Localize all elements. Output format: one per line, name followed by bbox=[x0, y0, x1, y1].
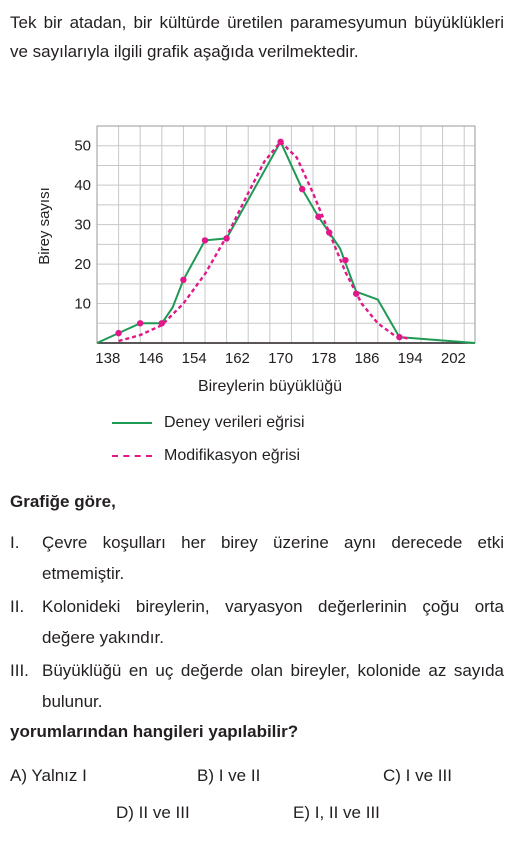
data-point bbox=[180, 277, 186, 283]
option-c[interactable]: C) I ve III bbox=[383, 766, 452, 785]
x-tick-label: 154 bbox=[181, 350, 207, 367]
data-point bbox=[277, 139, 283, 145]
y-tick-label: 20 bbox=[74, 256, 91, 274]
chart-series bbox=[97, 142, 475, 343]
data-point bbox=[223, 235, 229, 241]
data-point bbox=[159, 320, 165, 326]
statement-3 bbox=[10, 655, 504, 717]
data-point bbox=[326, 229, 332, 235]
x-tick-labels bbox=[95, 350, 466, 367]
data-point bbox=[299, 186, 305, 192]
legend-label-modifikasyon: Modifikasyon eğrisi bbox=[164, 447, 301, 464]
legend-label-deney: Deney verileri eğrisi bbox=[164, 414, 305, 431]
legend-item-modifikasyon bbox=[112, 447, 300, 465]
statement-1 bbox=[10, 527, 504, 589]
statement-2 bbox=[10, 591, 504, 653]
statement-number: II. bbox=[10, 597, 25, 616]
legend-swatch-solid bbox=[112, 422, 152, 424]
option-d[interactable]: D) II ve III bbox=[116, 803, 190, 822]
data-point bbox=[202, 237, 208, 243]
legend-swatch-dashed bbox=[112, 455, 152, 457]
option-e[interactable]: E) I, II ve III bbox=[293, 803, 380, 822]
chart-grid bbox=[97, 126, 475, 343]
x-tick-label: 170 bbox=[268, 350, 294, 367]
y-axis-label: Birey sayısı bbox=[36, 187, 53, 265]
chart bbox=[0, 118, 530, 408]
data-point bbox=[396, 334, 402, 340]
chart-frame bbox=[97, 126, 475, 343]
data-point bbox=[137, 320, 143, 326]
y-tick-label: 50 bbox=[74, 137, 91, 155]
statement-number: III. bbox=[10, 661, 29, 680]
statement-number: I. bbox=[10, 533, 20, 552]
option-b[interactable]: B) I ve II bbox=[197, 766, 261, 785]
series-line-deney bbox=[97, 142, 475, 343]
data-point bbox=[342, 257, 348, 263]
statement-text: Kolonideki bireylerin, varyasyon değerlerinin çoğu orta değere yakındır. bbox=[42, 597, 504, 647]
plot-border bbox=[97, 126, 475, 343]
x-tick-label: 178 bbox=[311, 350, 337, 367]
question-stem: yorumlarından hangileri yapılabilir? bbox=[10, 722, 299, 741]
x-tick-label: 194 bbox=[397, 350, 423, 367]
x-tick-label: 162 bbox=[224, 350, 250, 367]
statement-text: Çevre koşulları her birey üzerine aynı derecede etki etmemiştir. bbox=[42, 533, 504, 583]
question-lead: Grafiğe göre, bbox=[10, 492, 116, 511]
legend-item-deney bbox=[112, 414, 305, 432]
x-tick-label: 146 bbox=[138, 350, 164, 367]
statement-text: Büyüklüğü en uç değerde olan bireyler, kolonide az sayıda bulunur. bbox=[42, 661, 504, 711]
chart-points bbox=[115, 139, 402, 341]
y-tick-label: 30 bbox=[74, 216, 91, 234]
data-point bbox=[315, 214, 321, 220]
x-tick-label: 138 bbox=[95, 350, 121, 367]
x-tick-label: 186 bbox=[354, 350, 380, 367]
data-point bbox=[115, 330, 121, 336]
y-tick-label: 40 bbox=[74, 177, 91, 195]
y-tick-labels bbox=[74, 138, 91, 313]
data-point bbox=[353, 290, 359, 296]
option-a[interactable]: A) Yalnız I bbox=[10, 766, 87, 785]
y-tick-label: 10 bbox=[74, 295, 91, 313]
x-axis-label: Bireylerin büyüklüğü bbox=[197, 378, 343, 395]
x-tick-label: 202 bbox=[440, 350, 466, 367]
intro-text: Tek bir atadan, bir kültürde üretilen paramesyumun büyüklükleri ve sayılarıyla ilgili grafik aşağıda verilmektedir. bbox=[10, 13, 504, 61]
